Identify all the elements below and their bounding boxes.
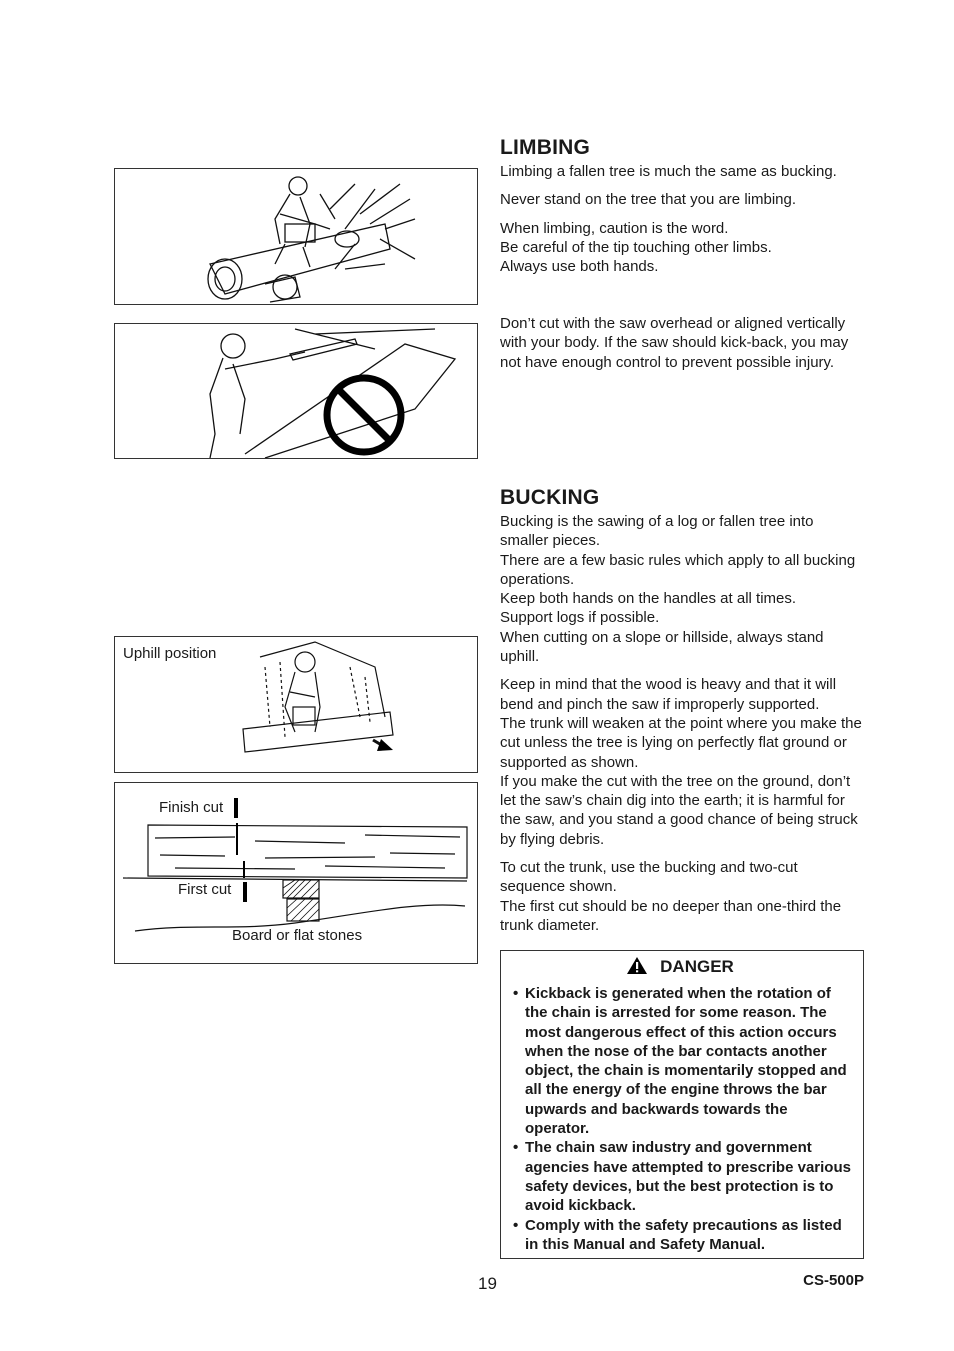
cut-sequence-illustration bbox=[115, 783, 477, 963]
overhead-warning-text bbox=[500, 314, 866, 372]
danger-box bbox=[500, 950, 864, 1259]
uphill-illustration bbox=[115, 637, 477, 772]
bucking-p3-line-1: To cut the trunk, use the bucking and two-cut sequence shown. bbox=[500, 859, 798, 896]
figure-limbing bbox=[114, 168, 478, 305]
bucking-p2-line-1: Keep in mind that the wood is heavy and that it will bend and pinch the saw if improperly supported. bbox=[500, 676, 837, 713]
limbing-heading: LIMBING bbox=[500, 136, 591, 159]
figure-no-overhead-cut bbox=[114, 323, 478, 459]
bucking-p1-line-1: Bucking is the sawing of a log or fallen tree into smaller pieces. bbox=[500, 513, 814, 550]
limbing-paragraph-2: Never stand on the tree that you are limbing. bbox=[500, 191, 797, 209]
finish-cut-label: Finish cut bbox=[159, 799, 224, 816]
limbing-paragraph-1: Limbing a fallen tree is much the same as bucking. bbox=[500, 163, 837, 180]
bucking-text-block bbox=[500, 512, 866, 935]
board-caption: Board or flat stones bbox=[232, 927, 363, 944]
uphill-caption: Uphill position bbox=[123, 645, 217, 662]
figure-cut-sequence bbox=[114, 782, 478, 964]
bucking-p1-line-4: Support logs if possible. bbox=[500, 609, 660, 627]
danger-item-1-text: Kickback is generated when the rotation of the chain is arrested for some reason. The most dangerous effect of this action occurs when the nose of the bar contacts another object, the chain is momentarily stopped and all the energy of the engine throws the bar upwards and backwards towards the operator. bbox=[525, 985, 847, 1138]
limbing-paragraph-3-line-2: Be careful of the tip touching other limbs. bbox=[500, 238, 772, 256]
danger-item-2: • The chain saw industry and government agencies have attempted to prescribe various safety devices, but the best protection is to avoid kickback. bbox=[513, 1139, 851, 1215]
first-cut-label: First cut bbox=[178, 881, 232, 898]
danger-header bbox=[507, 955, 853, 979]
warning-triangle-icon bbox=[626, 956, 648, 975]
figure-uphill-position bbox=[114, 636, 478, 773]
bucking-heading: BUCKING bbox=[500, 486, 600, 509]
danger-item-3-text: Comply with the safety precautions as listed in this Manual and Safety Manual. bbox=[525, 1216, 842, 1253]
danger-title: DANGER bbox=[660, 957, 734, 976]
prohibition-icon bbox=[327, 378, 401, 452]
limbing-illustration bbox=[115, 169, 477, 304]
page-number: 19 bbox=[478, 1274, 497, 1293]
danger-list bbox=[507, 984, 853, 1254]
bucking-p2-line-2: The trunk will weaken at the point where you make the cut unless the tree is lying on perfectly flat ground or supported as shown. bbox=[500, 714, 862, 771]
limbing-paragraph-4: Don’t cut with the saw overhead or aligned vertically with your body. If the saw should kick-back, you may not have enough control to prevent possible injury. bbox=[500, 315, 849, 371]
bucking-p1-line-3: Keep both hands on the handles at all times. bbox=[500, 590, 797, 608]
bucking-p1-line-5: When cutting on a slope or hillside, always stand uphill. bbox=[500, 628, 824, 666]
bucking-p2-line-3: If you make the cut with the tree on the ground, don’t let the saw’s chain dig into the earth; it is harmful for the saw, and you stand a good chance of being struck by flying debris. bbox=[500, 772, 858, 848]
bucking-p3-line-2: The first cut should be no deeper than one-third the trunk diameter. bbox=[500, 897, 842, 934]
overhead-cut-illustration bbox=[115, 324, 477, 458]
danger-item-1: • Kickback is generated when the rotation of the chain is arrested for some reason. The most dangerous effect of this action occurs when the nose of the bar contacts another object, the chain is momentarily stopped and all the energy of the engine throws the bar upwards and backwards towards the operator. bbox=[513, 985, 847, 1138]
bucking-p1-line-2: There are a few basic rules which apply to all bucking operations. bbox=[500, 551, 856, 588]
limbing-text-block bbox=[500, 162, 866, 276]
model-number: CS-500P bbox=[803, 1272, 864, 1289]
danger-item-3: • Comply with the safety precautions as listed in this Manual and Safety Manual. bbox=[513, 1216, 842, 1253]
limbing-paragraph-3-line-1: When limbing, caution is the word. bbox=[500, 219, 729, 237]
danger-item-2-text: The chain saw industry and government agencies have attempted to prescribe various safety devices, but the best protection is to avoid kickback. bbox=[525, 1139, 851, 1215]
limbing-paragraph-3-line-3: Always use both hands. bbox=[500, 258, 659, 276]
